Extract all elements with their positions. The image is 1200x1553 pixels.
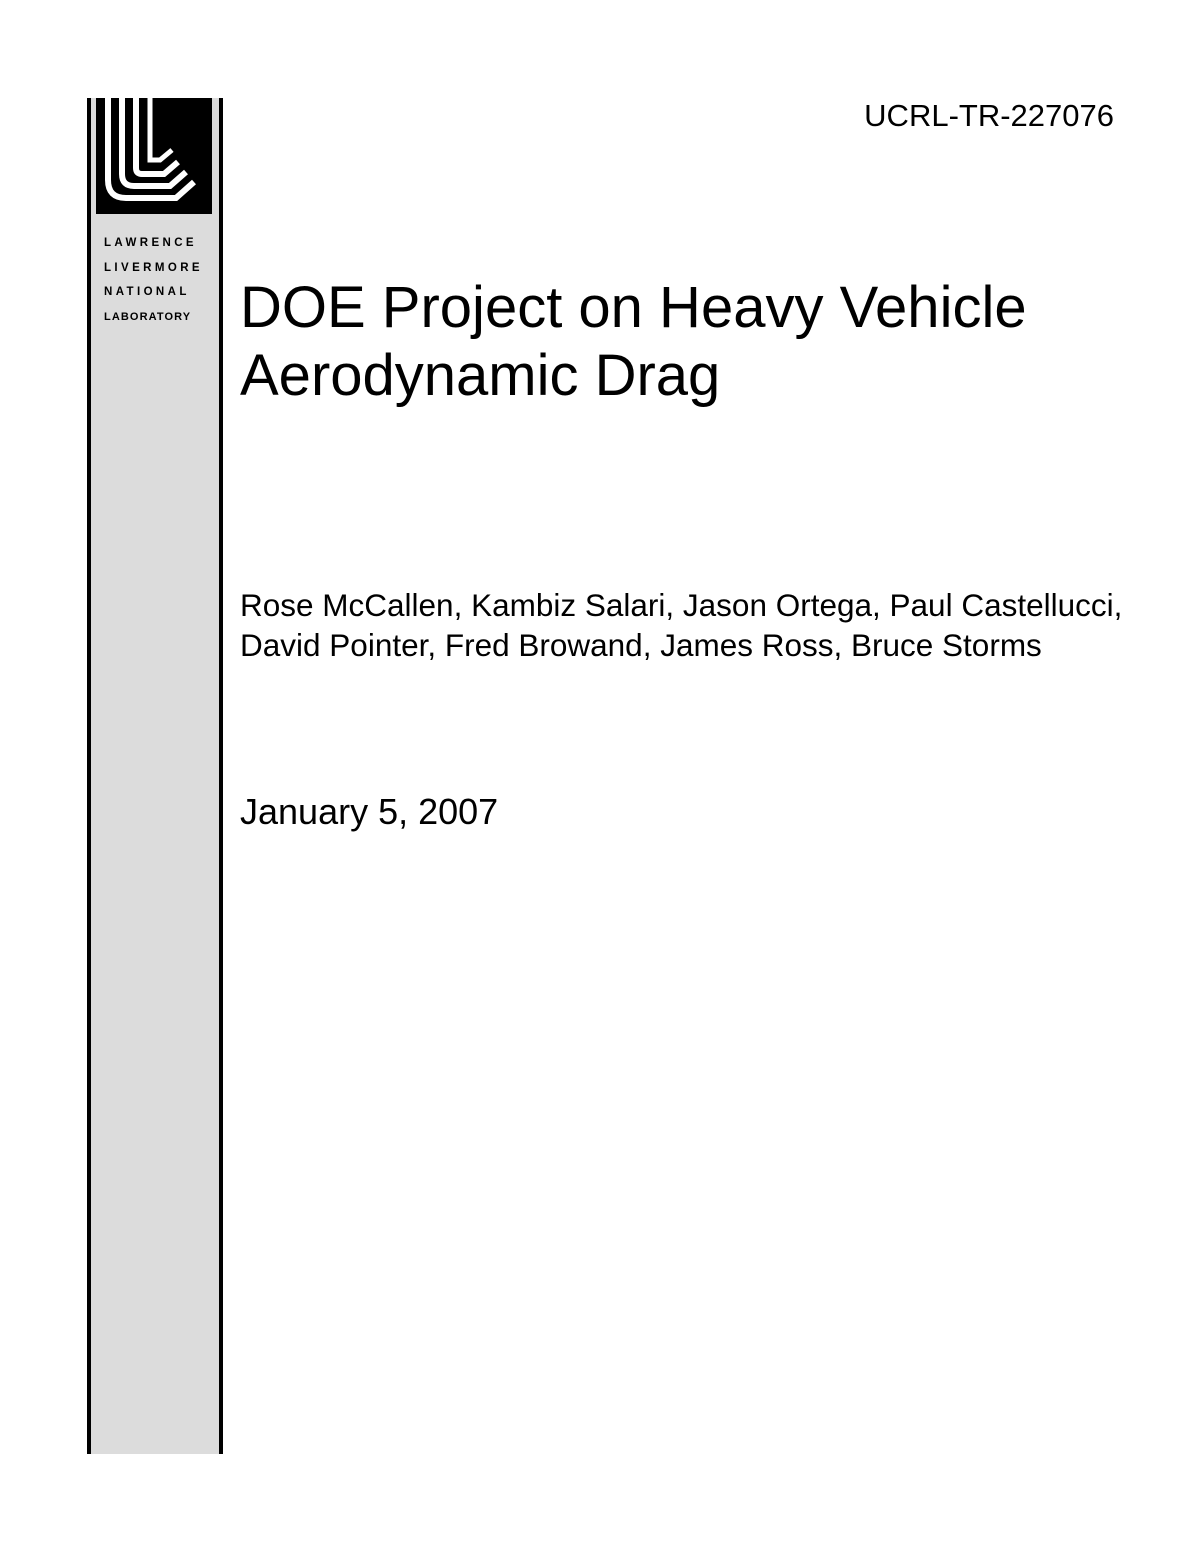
- publication-date: January 5, 2007: [240, 791, 499, 832]
- report-number: UCRL-TR-227076: [864, 98, 1114, 133]
- lab-name-line-4: LABORATORY: [104, 310, 192, 323]
- lab-name-line-3: NATIONAL: [104, 286, 190, 298]
- lab-name-line-1: LAWRENCE: [104, 237, 198, 249]
- author-list: Rose McCallen, Kambiz Salari, Jason Ortega, Paul Castellucci, David Pointer, Fred Browand, James Ross, Bruce Storms: [240, 587, 1123, 663]
- llnl-logo-icon: [96, 98, 212, 214]
- document-title: DOE Project on Heavy Vehicle Aerodynamic Drag: [240, 275, 1027, 408]
- lab-name-line-2: LIVERMORE: [104, 261, 203, 274]
- lab-name-logotype: [104, 231, 214, 329]
